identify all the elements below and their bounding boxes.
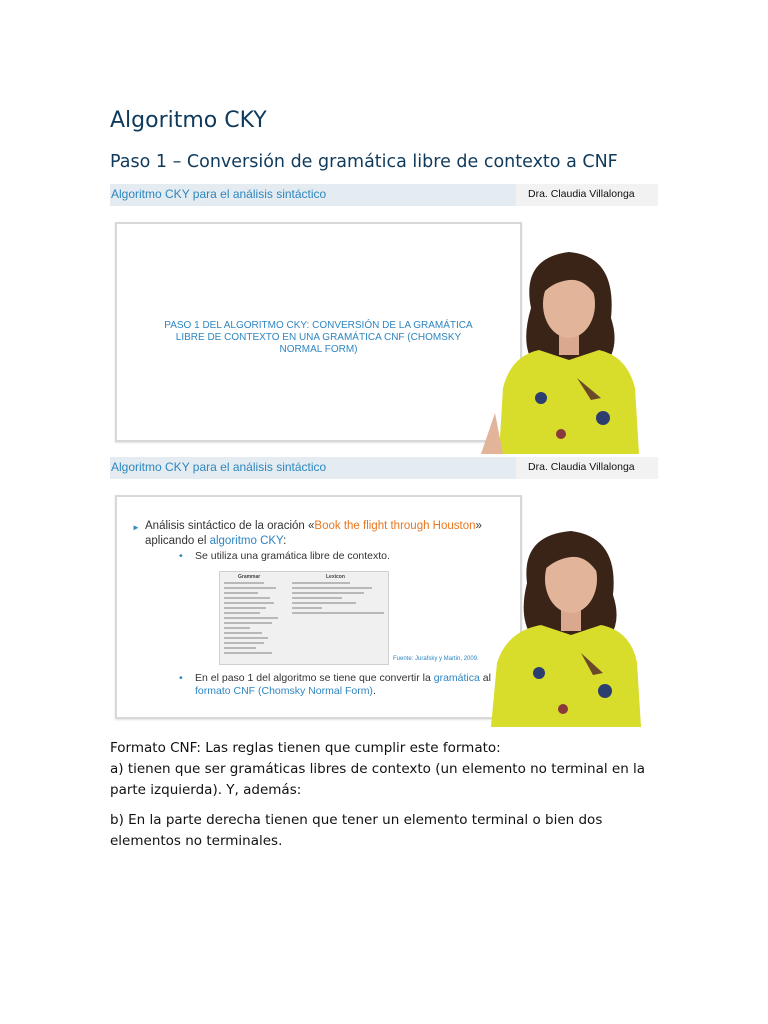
sentence-highlight: Book the flight through Houston — [314, 520, 476, 532]
author-box — [516, 457, 658, 479]
presenter-image — [481, 513, 656, 727]
slide-header — [110, 457, 658, 479]
sub-bullet-grammar: • Se utiliza una gramática libre de contexto. — [179, 550, 390, 562]
bullet-dot-icon: • — [179, 550, 183, 562]
paragraph-rule-a: a) tienen que ser gramáticas libres de contexto (un elemento no terminal en la parte izquierda). Y, además: — [110, 761, 646, 798]
course-title: Algoritmo CKY para el análisis sintáctico — [111, 187, 327, 201]
lexicon-column-header: Lexicon — [326, 574, 345, 580]
slide-panel — [115, 495, 522, 719]
cnf-format-link: formato CNF (Chomsky Normal Form) — [195, 685, 373, 697]
grammar-table-image — [219, 571, 389, 665]
author-name: Dra. Claudia Villalonga — [528, 188, 635, 200]
algorithm-link: algoritmo CKY — [209, 535, 284, 547]
sub-bullet-conversion: • En el paso 1 del algoritmo se tiene que convertir la gramática al formato CNF (Chomsky Normal Form). — [179, 672, 491, 697]
source-citation: Fuente: Jurafsky y Martin, 2009. — [393, 656, 479, 662]
video-frame-2 — [110, 457, 658, 727]
slide-text: PASO 1 DEL ALGORITMO CKY: CONVERSIÓN DE LA GRAMÁTICA LIBRE DE CONTEXTO EN UNA GRAMÁTICA CNF (CHOMSKY NORMAL FORM) — [164, 320, 473, 355]
page-subtitle: Paso 1 – Conversión de gramática libre de contexto a CNF — [110, 152, 618, 172]
author-name: Dra. Claudia Villalonga — [528, 461, 635, 473]
paragraph-rule-b: b) En la parte derecha tienen que tener un elemento terminal o bien dos elementos no terminales. — [110, 812, 603, 849]
presenter-image — [481, 238, 656, 454]
grammar-link: gramática — [433, 672, 480, 684]
page-title: Algoritmo CKY — [110, 108, 267, 133]
bullet-dot-icon: • — [179, 672, 183, 684]
slide-bullet: ► Análisis sintáctico de la oración «Book the flight through Houston» aplicando el algoritmo CKY: — [132, 520, 482, 547]
slide-panel — [115, 222, 522, 442]
course-title: Algoritmo CKY para el análisis sintáctico — [111, 460, 327, 474]
lexicon-rules — [292, 582, 386, 617]
video-frame-1 — [110, 184, 658, 454]
grammar-rules — [224, 582, 284, 657]
slide-header — [110, 184, 658, 206]
paragraph-cnf-format: Formato CNF: Las reglas tienen que cumplir este formato: — [110, 740, 501, 756]
author-box — [516, 184, 658, 206]
grammar-column-header: Grammar — [238, 574, 261, 580]
bullet-arrow-icon: ► — [132, 523, 140, 532]
